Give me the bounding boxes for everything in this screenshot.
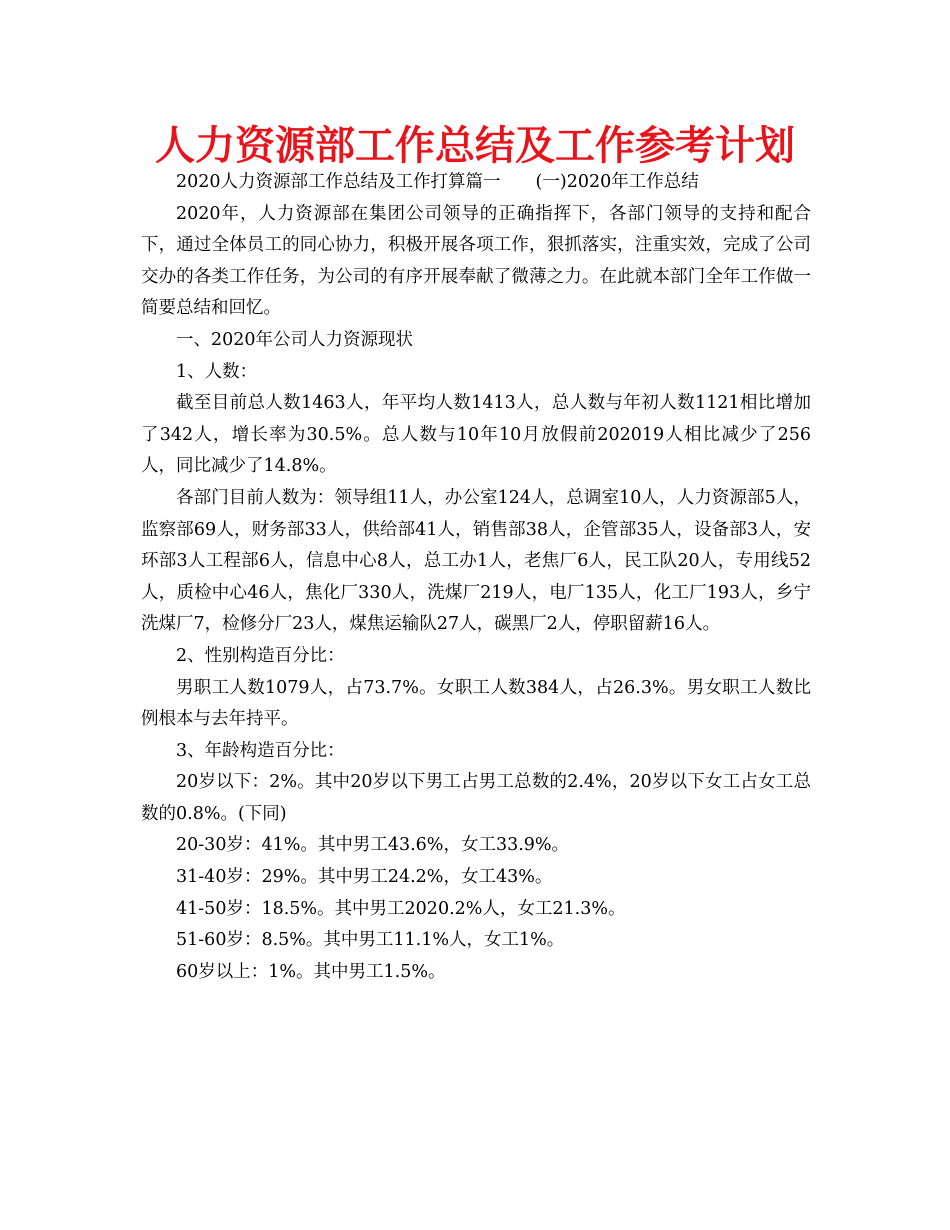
subheading-headcount: 1、人数：	[176, 361, 258, 382]
paragraph-intro: 2020年，人力资源部在集团公司领导的正确指挥下，各部门领导的支持和配合下，通过全体员工的同心协力，积极开展各项工作，狠抓落实，注重实效，完成了公司交办的各类工作任务，为公司的有序开展奉献了微薄之力。在此就本部门全年工作做一简要总结和回忆。	[141, 203, 811, 319]
section-heading-hr-status: 一、2020年公司人力资源现状	[176, 329, 414, 350]
paragraph-age-under-20: 20岁以下：2%。其中20岁以下男工占男工总数的2.4%，20岁以下女工占女工总数的0.8%。(下同)	[141, 772, 811, 824]
subheading-age: 3、年龄构造百分比：	[176, 740, 345, 761]
paragraph-age-41-50: 41-50岁：18.5%。其中男工2020.2%人，女工21.3%。	[176, 898, 626, 919]
paragraph-department-headcount: 各部门目前人数为：领导组11人，办公室124人，总调室10人，人力资源部5人，监察部69人，财务部33人，供给部41人，销售部38人，企管部35人，设备部3人，安环部3人工程部6人，信息中心8人，总工办1人，老焦厂6人，民工队20人，专用线52人，质检中心46人，焦化厂330人，洗煤厂219人，电厂135人，化工厂193人，乡宁洗煤厂7，检修分厂23人，煤焦运输队27人，碳黑厂2人，停职留薪16人。	[141, 487, 811, 635]
paragraph-age-20-30: 20-30岁：41%。其中男工43.6%，女工33.9%。	[176, 835, 570, 856]
subheading-gender: 2、性别构造百分比：	[176, 645, 345, 666]
document-title: 人力资源部工作总结及工作参考计划	[155, 123, 795, 169]
paragraph-age-51-60: 51-60岁：8.5%。其中男工11.1%人，女工1%。	[176, 930, 565, 951]
paragraph-age-over-60: 60岁以上：1%。其中男工1.5%。	[176, 961, 446, 982]
document-body	[141, 167, 811, 988]
paragraph-headcount: 截至目前总人数1463人，年平均人数1413人，总人数与年初人数1121相比增加了342人，增长率为30.5%。总人数与10年10月放假前202019人相比减少了256人，同比减少了14.8%。	[141, 393, 811, 477]
paragraph-age-31-40: 31-40岁：29%。其中男工24.2%，女工43%。	[176, 867, 553, 888]
paragraph-gender: 男职工人数1079人，占73.7%。女职工人数384人，占26.3%。男女职工人数比例根本与去年持平。	[141, 677, 811, 730]
document-subtitle: 2020人力资源部工作总结及工作打算篇一 (一)2020年工作总结	[176, 172, 699, 192]
